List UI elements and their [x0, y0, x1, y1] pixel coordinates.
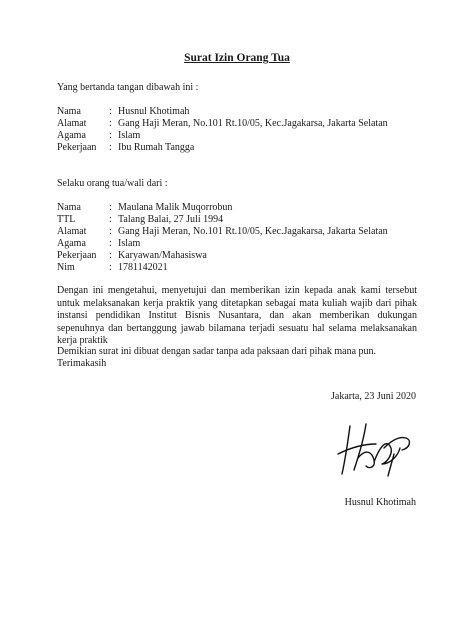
parent-row-address	[57, 118, 388, 130]
intro-text: Yang bertanda tangan dibawah ini :	[57, 82, 199, 93]
field-label: TTL	[57, 214, 76, 225]
field-label: Alamat	[57, 118, 87, 129]
child-row-birth	[57, 214, 223, 226]
field-label: Alamat	[57, 226, 87, 237]
guardian-intro-text: Selaku orang tua/wali dari :	[57, 178, 168, 189]
signer-name: Husnul Khotimah	[344, 497, 416, 508]
field-value: Gang Haji Meran, No.101 Rt.10/05, Kec.Jagakarsa, Jakarta Selatan	[118, 226, 388, 237]
field-label: Pekerjaan	[57, 142, 97, 153]
field-colon: :	[109, 250, 112, 261]
field-value: Karyawan/Mahasiswa	[118, 250, 207, 261]
parent-row-name	[57, 106, 189, 118]
field-value: 1781142021	[118, 262, 168, 273]
field-colon: :	[109, 262, 112, 273]
child-row-nim	[57, 262, 168, 274]
field-value: Gang Haji Meran, No.101 Rt.10/05, Kec.Jagakarsa, Jakarta Selatan	[118, 118, 388, 129]
parent-row-religion	[57, 130, 140, 142]
parent-row-occupation	[57, 142, 194, 154]
field-colon: :	[109, 214, 112, 225]
signature-image	[336, 418, 416, 480]
thanks-text: Terimakasih	[57, 358, 107, 369]
child-row-name	[57, 202, 232, 214]
field-colon: :	[109, 130, 112, 141]
field-colon: :	[109, 106, 112, 117]
field-label: Pekerjaan	[57, 250, 97, 261]
field-value: Islam	[118, 130, 141, 141]
body-paragraph: Dengan ini mengetahui, menyetujui dan memberikan izin kepada anak kami tersebut untuk melaksanakan kerja praktik yang ditetapkan sebagai mata kuliah wajib dari pihak instansi pendidikan Institut Bisnis Nusantara, dan akan memberikan dukungan sepenuhnya dan bertanggung jawab bilamana terjadi sesuatu hal selama melaksanakan kerja praktik	[57, 285, 417, 347]
field-label: Nama	[57, 202, 81, 213]
child-row-address	[57, 226, 388, 238]
field-value: Husnul Khotimah	[118, 106, 190, 117]
field-value: Islam	[118, 238, 141, 249]
field-value: Talang Balai, 27 Juli 1994	[118, 214, 224, 225]
letter-title: Surat Izin Orang Tua	[184, 52, 290, 64]
field-label: Nim	[57, 262, 75, 273]
field-colon: :	[109, 118, 112, 129]
field-colon: :	[109, 238, 112, 249]
closing-statement: Demikian surat ini dibuat dengan sadar tanpa ada paksaan dari pihak mana pun.	[57, 346, 377, 357]
child-row-religion	[57, 238, 140, 250]
child-row-occupation	[57, 250, 207, 262]
field-value: Ibu Rumah Tangga	[118, 142, 195, 153]
field-label: Nama	[57, 106, 81, 117]
field-colon: :	[109, 202, 112, 213]
place-date: Jakarta, 23 Juni 2020	[331, 391, 416, 402]
field-colon: :	[109, 142, 112, 153]
field-label: Agama	[57, 238, 86, 249]
field-value: Maulana Malik Muqorrobun	[118, 202, 233, 213]
field-label: Agama	[57, 130, 86, 141]
field-colon: :	[109, 226, 112, 237]
